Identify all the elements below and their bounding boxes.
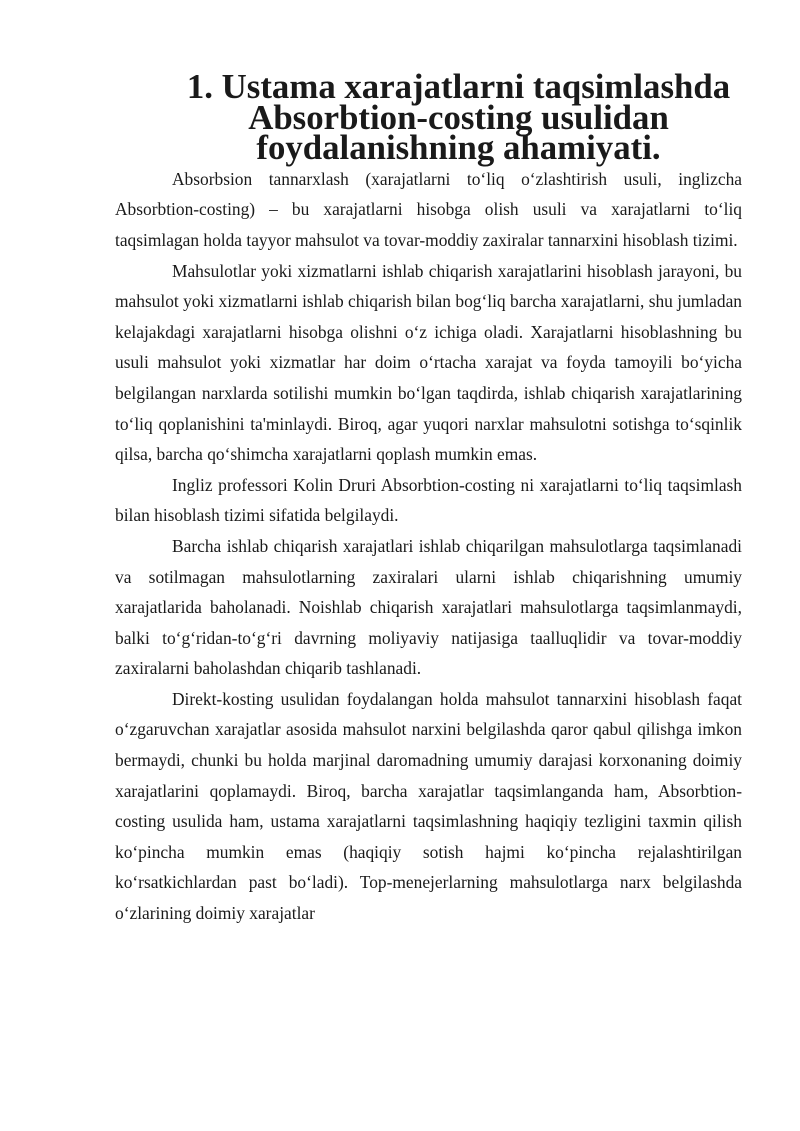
paragraph-4: Barcha ishlab chiqarish xarajatlari ishlab chiqarilgan mahsulotlarga taqsimlanadi va sotilmagan mahsulotlarning zaxiralari ularni ishlab chiqarishning umumiy xarajatlarida baholanadi. Noishlab chiqarish xarajatlari mahsulotlarga taqsimlanmaydi, balki to‘g‘ridan-to‘g‘ri davrning moliyaviy natijasiga taalluqlidir va tovar-moddiy zaxiralarni baholashdan chiqarib tashlanadi. bbox=[115, 535, 742, 679]
paragraph-2: Mahsulotlar yoki xizmatlarni ishlab chiqarish xarajatlarini hisoblash jarayoni, bu mahsulot yoki xizmatlarni ishlab chiqarish bilan bog‘liq barcha xarajatlarni, shu jumladan kelajakdagi xarajatlarni hisobga olishni o‘z ichiga oladi. Xarajatlarni hisoblashning bu usuli mahsulot yoki xizmatlar har doim o‘rtacha xarajat va foyda tamoyili bo‘yicha belgilangan narxlarda sotilishi mumkin bo‘lgan taqdirda, ishlab chiqarish xarajatlarining to‘liq qoplanishini ta'minlaydi. Biroq, agar yuqori narxlar mahsulotni sotishga to‘sqinlik qilsa, barcha qo‘shimcha xarajatlarni qoplash mumkin emas. bbox=[115, 260, 742, 465]
document-body bbox=[115, 67, 742, 929]
section-heading bbox=[115, 67, 742, 168]
paragraph-1: Absorbsion tannarxlash (xarajatlarni to‘liq o‘zlashtirish usuli, inglizcha Absorbtion-costing) – bu xarajatlarni hisobga olish usuli va xarajatlarni to‘liq taqsimlagan holda tayyor mahsulot va tovar-moddiy zaxiralar tannarxini hisoblash tizimi. bbox=[115, 168, 742, 250]
section-heading-line-1: 1. Ustama xarajatlarni taqsimlashda Absorbtion-costing usulidan bbox=[186, 67, 731, 137]
paragraph-5: Direkt-kosting usulidan foydalangan holda mahsulot tannarxini hisoblash faqat o‘zgaruvchan xarajatlar asosida mahsulot narxini belgilashda qaror qabul qilishga imkon bermaydi, chunki bu holda marjinal daromadning umumiy darajasi korxonaning doimiy xarajatlarini qoplamaydi. Biroq, barcha xarajatlar taqsimlanganda ham, Absorbtion-costing usulida ham, ustama xarajatlarni taqsimlashning haqiqiy tezligini taxmin qilish ko‘pincha mumkin emas (haqiqiy sotish hajmi ko‘pincha rejalashtirilgan ko‘rsatkichlardan past bo‘ladi). Top-menejerlarning mahsulotlarga narx belgilashda o‘zlarining doimiy xarajatlar bbox=[115, 688, 742, 924]
paragraph-3: Ingliz professori Kolin Druri Absorbtion-costing ni xarajatlarni to‘liq taqsimlash bilan hisoblash tizimi sifatida belgilaydi. bbox=[115, 474, 742, 526]
section-heading-line-2: foydalanishning ahamiyati. bbox=[256, 128, 661, 168]
